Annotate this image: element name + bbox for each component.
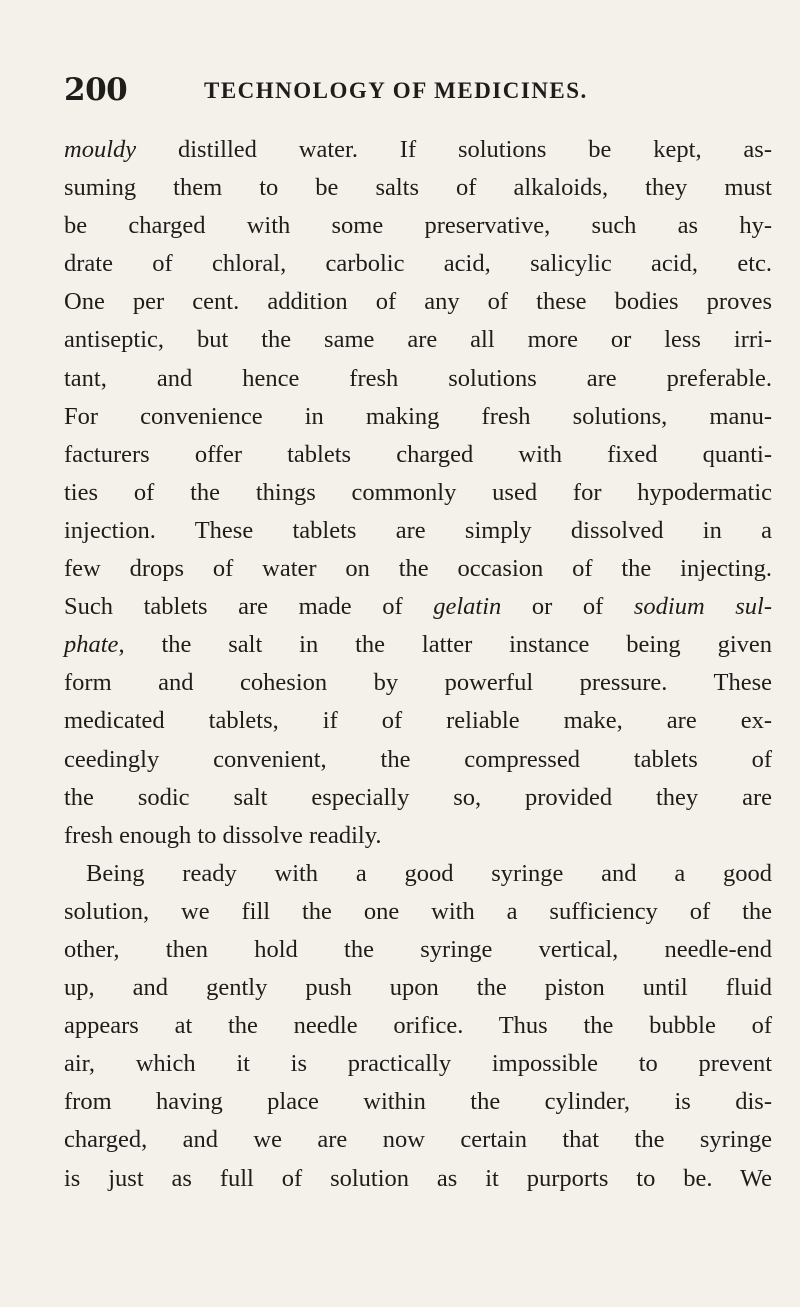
- text-line: injection. These tablets are simply dissolved in a: [64, 516, 772, 544]
- text-line: One per cent. addition of any of these bodies proves: [64, 288, 772, 316]
- italic-word: gelatin: [433, 593, 502, 621]
- text-line: few drops of water on the occasion of the injecting.: [64, 555, 772, 583]
- text-line: suming them to be salts of alkaloids, they must: [64, 174, 772, 202]
- text-line: other, then hold the syringe vertical, needle-end: [64, 935, 772, 963]
- text-line: Such tablets are made of gelatin or of sodium sul-: [64, 593, 772, 621]
- italic-word: phate: [64, 631, 119, 659]
- page-header: [64, 72, 764, 116]
- text-line: medicated tablets, if of reliable make, are ex-: [64, 707, 772, 735]
- italic-word: sodium sul-: [633, 593, 772, 621]
- text-line: facturers offer tablets charged with fixed quanti-: [64, 440, 772, 468]
- text-line: form and cohesion by powerful pressure. These: [64, 669, 772, 697]
- text-line: air, which it is practically impossible to prevent: [64, 1050, 772, 1078]
- text-line: charged, and we are now certain that the syringe: [64, 1126, 772, 1154]
- text-line: mouldy distilled water. If solutions be kept, as-: [64, 136, 772, 163]
- text-line: up, and gently push upon the piston until fluid: [64, 974, 772, 1002]
- text-line: ties of the things commonly used for hypodermatic: [64, 478, 772, 506]
- text-line: the sodic salt especially so, provided they are: [64, 783, 772, 811]
- text-line: fresh enough to dissolve readily.: [64, 821, 382, 849]
- text-line: antiseptic, but the same are all more or less irri-: [64, 326, 772, 354]
- text-line: tant, and hence fresh solutions are preferable.: [64, 364, 772, 392]
- page-number: 200: [64, 72, 128, 108]
- text-line: ceedingly convenient, the compressed tablets of: [64, 745, 772, 773]
- text-line: is just as full of solution as it purports to be. We: [64, 1164, 772, 1192]
- text-line: For convenience in making fresh solutions, manu-: [64, 402, 772, 430]
- running-head: TECHNOLOGY OF MEDICINES.: [204, 78, 588, 103]
- text-line: Being ready with a good syringe and a good: [86, 859, 772, 887]
- text-line: solution, we fill the one with a sufficiency of the: [64, 897, 772, 925]
- text-line: drate of chloral, carbolic acid, salicylic acid, etc.: [64, 250, 772, 278]
- text-line: phate, the salt in the latter instance being given: [64, 631, 772, 659]
- text-line: from having place within the cylinder, is dis-: [64, 1088, 772, 1116]
- text-line: appears at the needle orifice. Thus the bubble of: [64, 1012, 772, 1040]
- italic-word: mouldy: [64, 136, 137, 163]
- text-line: be charged with some preservative, such as hy-: [64, 212, 772, 240]
- body-text: [64, 131, 772, 1198]
